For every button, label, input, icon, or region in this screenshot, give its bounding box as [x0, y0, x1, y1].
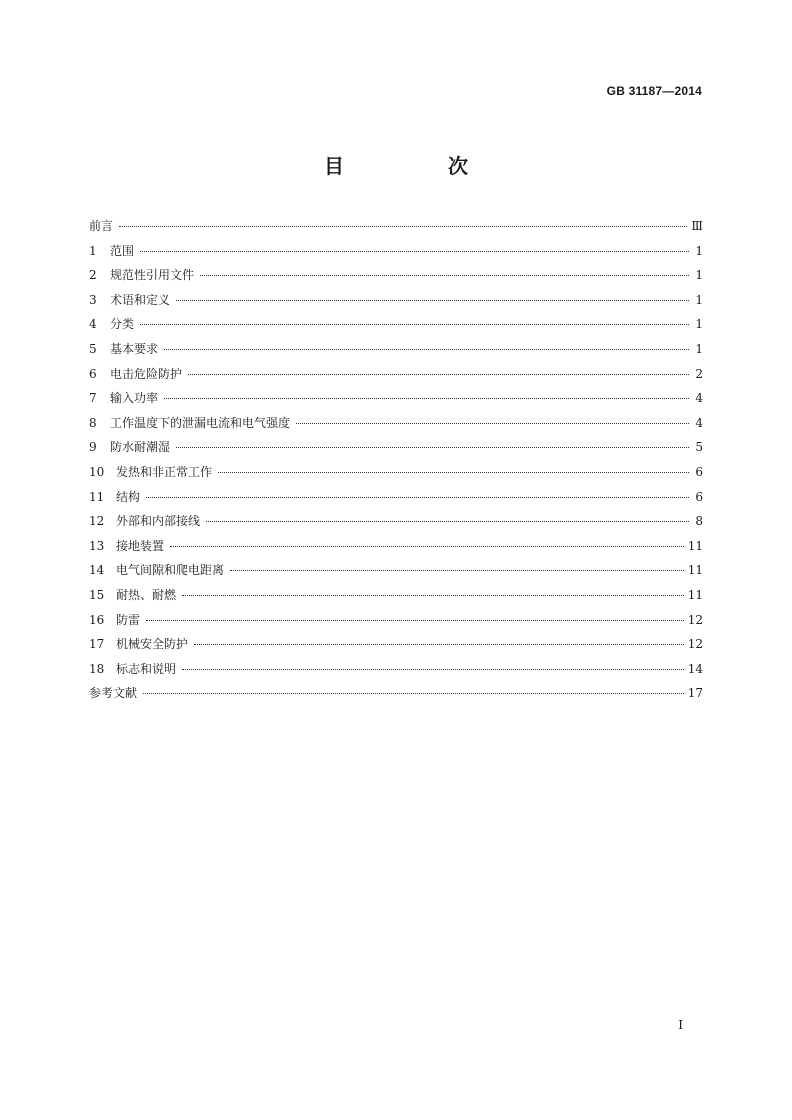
toc-entry[interactable] — [89, 681, 703, 706]
toc-dot-leader — [218, 472, 689, 473]
toc-dot-leader — [176, 447, 689, 448]
toc-dot-leader — [182, 669, 684, 670]
toc-dot-leader — [230, 570, 684, 571]
toc-entry[interactable] — [89, 435, 703, 460]
toc-dot-leader — [146, 620, 684, 621]
toc-dot-leader — [140, 324, 689, 325]
toc-dot-leader — [188, 374, 689, 375]
toc-entry-number: 5 — [89, 341, 97, 356]
toc-entry[interactable] — [89, 239, 703, 264]
toc-dot-leader — [296, 423, 689, 424]
toc-entry[interactable] — [89, 362, 703, 387]
toc-dot-leader — [140, 251, 689, 252]
toc-entry-page: 11 — [687, 587, 703, 602]
toc-entry-label: 结构 — [116, 489, 141, 504]
toc-entry-number: 1 — [89, 243, 97, 258]
toc-entry-label: 参考文献 — [89, 686, 138, 701]
toc-entry-page: 12 — [687, 612, 703, 627]
toc-entry[interactable] — [89, 608, 703, 633]
toc-entry-page: Ⅲ — [691, 219, 703, 233]
toc-entry-number: 17 — [89, 637, 105, 652]
toc-entry-label: 规范性引用文件 — [110, 268, 195, 283]
toc-dot-leader — [206, 521, 689, 522]
toc-entry-label: 基本要求 — [110, 341, 159, 356]
toc-dot-leader — [194, 644, 684, 645]
toc-entry-page: 2 — [695, 366, 703, 381]
toc-entry-number: 6 — [89, 366, 97, 381]
toc-entry-page: 6 — [695, 489, 703, 504]
toc-entry[interactable] — [89, 214, 703, 239]
toc-entry[interactable] — [89, 558, 703, 583]
toc-entry-label: 外部和内部接线 — [116, 514, 201, 529]
toc-entry-page: 5 — [695, 440, 703, 455]
toc-entry-page: 1 — [695, 268, 703, 283]
toc-entry-page: 1 — [695, 341, 703, 356]
toc-entry[interactable] — [89, 632, 703, 657]
toc-entry[interactable] — [89, 583, 703, 608]
toc-entry-page: 1 — [695, 317, 703, 332]
toc-dot-leader — [119, 226, 687, 227]
toc-dot-leader — [176, 300, 689, 301]
toc-entry-number: 3 — [89, 292, 97, 307]
toc-dot-leader — [164, 398, 689, 399]
toc-entry-page: 1 — [695, 292, 703, 307]
toc-entry-number: 13 — [89, 538, 105, 553]
toc-entry-number: 15 — [89, 587, 105, 602]
toc-entry[interactable] — [89, 509, 703, 534]
toc-dot-leader — [182, 595, 684, 596]
toc-entry-number: 12 — [89, 514, 105, 529]
toc-dot-leader — [146, 497, 689, 498]
toc-entry-label: 接地装置 — [116, 538, 165, 553]
table-of-contents — [89, 214, 703, 706]
toc-dot-leader — [164, 349, 689, 350]
toc-entry-label: 防雷 — [116, 612, 141, 627]
toc-entry-page: 8 — [695, 514, 703, 529]
toc-entry-number: 18 — [89, 661, 105, 676]
toc-entry-page: 14 — [687, 661, 703, 676]
toc-entry-page: 12 — [687, 637, 703, 652]
toc-entry-page: 11 — [687, 538, 703, 553]
toc-entry-number: 2 — [89, 268, 97, 283]
toc-entry-page: 6 — [695, 464, 703, 479]
toc-entry-label: 标志和说明 — [116, 661, 177, 676]
toc-entry-number: 7 — [89, 391, 97, 406]
toc-entry[interactable] — [89, 485, 703, 510]
toc-entry-label: 防水耐潮湿 — [110, 440, 171, 455]
toc-entry-label: 耐热、耐燃 — [116, 587, 177, 602]
toc-entry-label: 电击危险防护 — [110, 366, 183, 381]
page-number: Ⅰ — [678, 1018, 683, 1032]
toc-entry-page: 4 — [695, 415, 703, 430]
page-title: 目 次 — [324, 154, 510, 178]
toc-entry-label: 输入功率 — [110, 391, 159, 406]
toc-dot-leader — [200, 275, 689, 276]
toc-entry-label: 工作温度下的泄漏电流和电气强度 — [110, 415, 291, 430]
toc-entry[interactable] — [89, 312, 703, 337]
toc-entry[interactable] — [89, 460, 703, 485]
toc-entry[interactable] — [89, 411, 703, 436]
toc-entry-number: 10 — [89, 464, 105, 479]
toc-entry-number: 11 — [89, 489, 105, 504]
toc-entry[interactable] — [89, 288, 703, 313]
toc-entry-label: 电气间隙和爬电距离 — [116, 563, 225, 578]
toc-entry-number: 4 — [89, 317, 97, 332]
toc-entry-number: 9 — [89, 440, 97, 455]
toc-entry-label: 机械安全防护 — [116, 637, 189, 652]
toc-entry-number: 8 — [89, 415, 97, 430]
toc-entry-label: 分类 — [110, 317, 135, 332]
toc-entry-label: 范围 — [110, 243, 135, 258]
toc-entry[interactable] — [89, 657, 703, 682]
toc-dot-leader — [143, 693, 684, 694]
toc-entry[interactable] — [89, 263, 703, 288]
toc-entry-number: 16 — [89, 612, 105, 627]
toc-entry[interactable] — [89, 386, 703, 411]
toc-entry-page: 4 — [695, 391, 703, 406]
toc-entry-label: 发热和非正常工作 — [116, 464, 213, 479]
standard-code: GB 31187—2014 — [606, 84, 702, 98]
toc-entry-page: 11 — [687, 563, 703, 578]
toc-entry[interactable] — [89, 534, 703, 559]
toc-entry-page: 17 — [687, 686, 703, 701]
toc-dot-leader — [170, 546, 684, 547]
toc-entry-label: 前言 — [89, 219, 114, 233]
toc-entry-label: 术语和定义 — [110, 292, 171, 307]
toc-entry[interactable] — [89, 337, 703, 362]
toc-entry-number: 14 — [89, 563, 105, 578]
toc-entry-page: 1 — [695, 243, 703, 258]
